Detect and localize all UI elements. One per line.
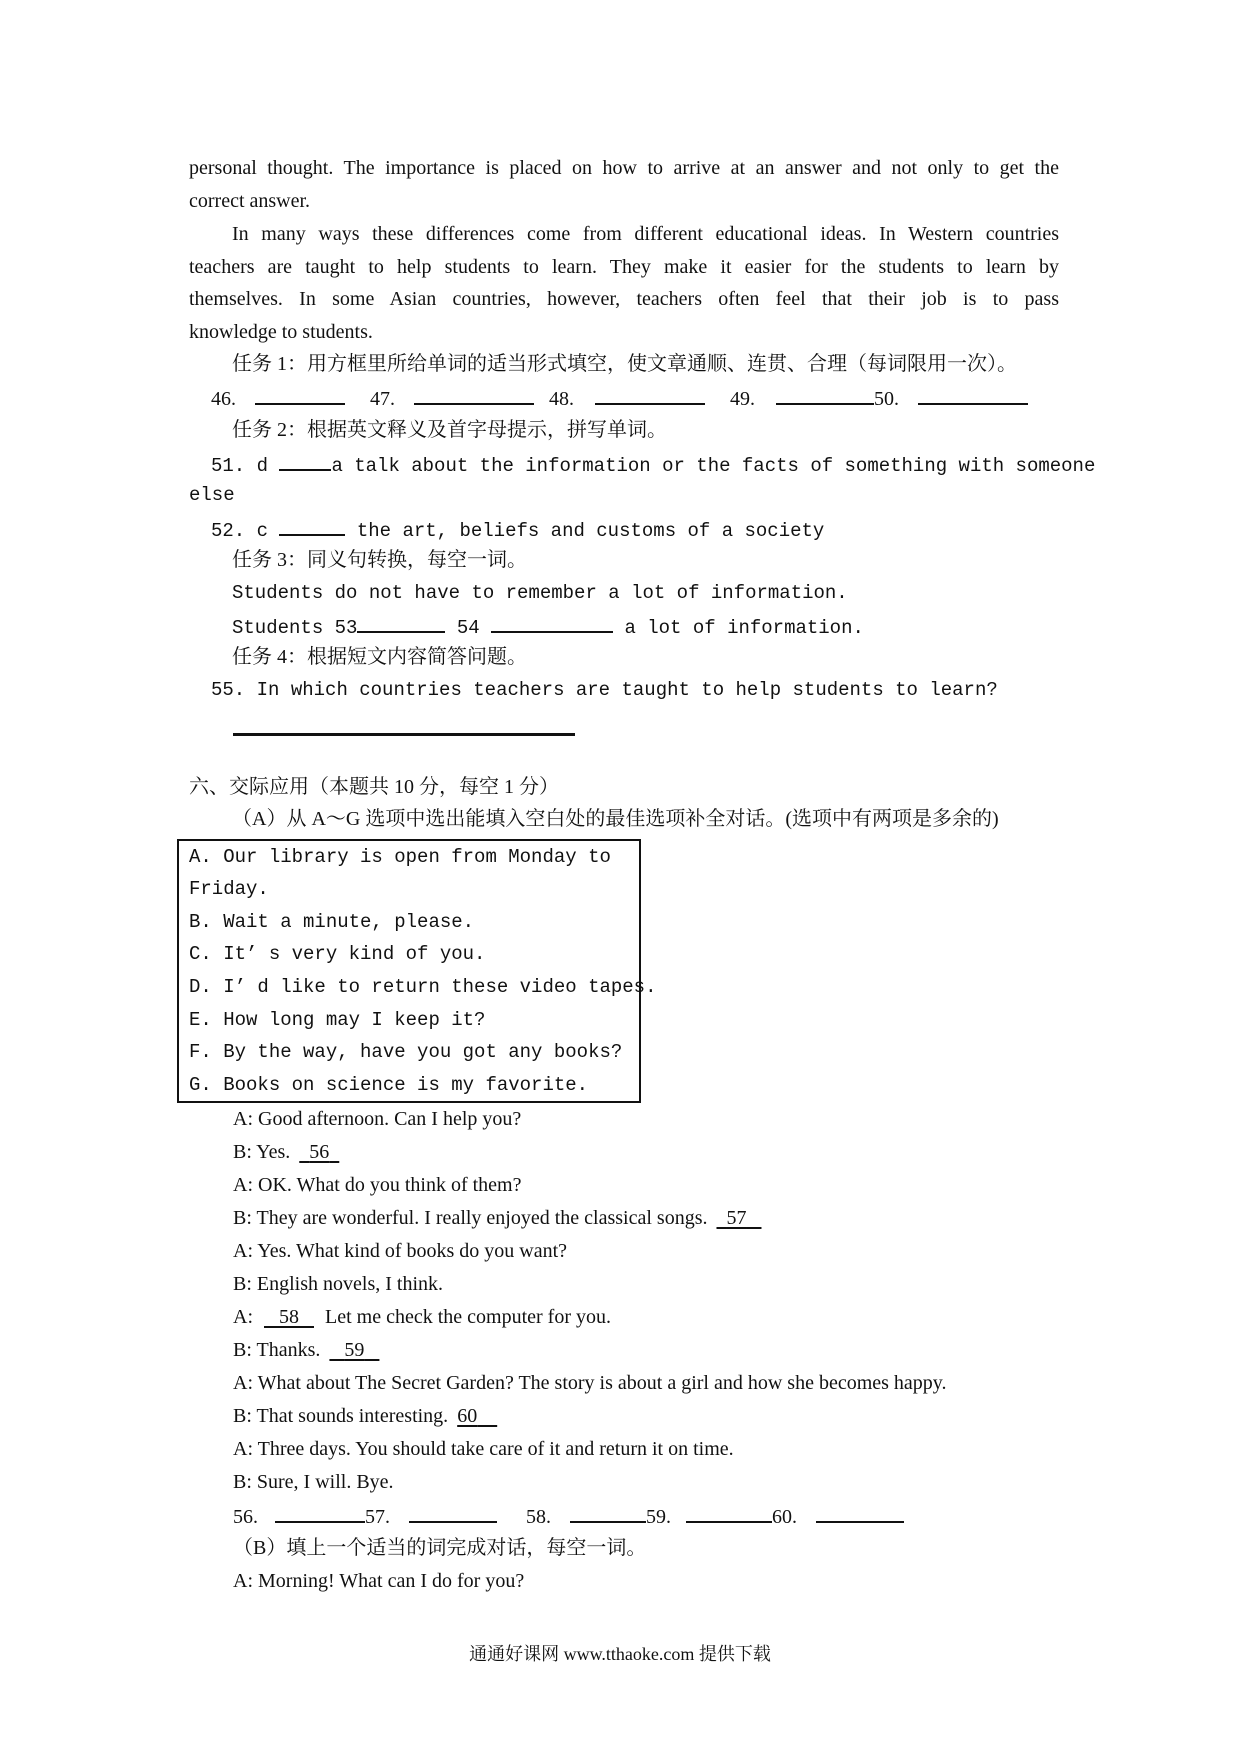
dialogue-line: A: Three days. You should take care of it and return it on time.: [233, 1438, 734, 1460]
dialogue-line: A: Good afternoon. Can I help you?: [233, 1108, 522, 1130]
answer-blank[interactable]: [776, 385, 874, 405]
blank-label: 46.: [211, 388, 236, 410]
question-51: [211, 451, 1095, 478]
option-e: E. How long may I keep it?: [189, 1009, 486, 1031]
dialogue-text: Let me check the computer for you.: [325, 1306, 611, 1328]
answer-blank[interactable]: [414, 385, 534, 405]
blank-number: 58: [279, 1306, 299, 1328]
dialogue-line: [233, 1404, 497, 1428]
definition: the art, beliefs and customs of a society: [356, 520, 825, 542]
dialogue-line: B: Sure, I will. Bye.: [233, 1471, 394, 1493]
passage-line: themselves. In some Asian countries, however, teachers often feel that their job is to pass: [189, 288, 1059, 310]
passage-line: personal thought. The importance is placed on how to arrive at an answer and not only to get the: [189, 157, 1059, 179]
option-a: A. Our library is open from Monday to: [189, 846, 611, 868]
question-number: 51.: [211, 455, 246, 477]
rewrite-start: Students 53: [232, 617, 358, 639]
blank-label: 57.: [365, 1506, 390, 1528]
question-52: [211, 516, 824, 543]
blank-59[interactable]: [329, 1339, 379, 1361]
rewrite-sentence: [232, 613, 864, 640]
answer-blank[interactable]: [918, 385, 1028, 405]
answer-blank[interactable]: [816, 1503, 904, 1523]
question-number: 55.: [211, 679, 246, 701]
blank-number: 54: [456, 617, 480, 639]
blank-label: 49.: [730, 388, 755, 410]
dialogue-line: [233, 1140, 339, 1164]
option-c: C. It’ s very kind of you.: [189, 943, 486, 965]
task4-instruction: 任务 4：根据短文内容简答问题。: [232, 646, 527, 668]
dialogue-line: A: What about The Secret Garden? The story is about a girl and how she becomes happy.: [233, 1372, 947, 1394]
blank-number: 59: [344, 1339, 365, 1361]
blank-label: 47.: [370, 388, 395, 410]
answer-blank[interactable]: [357, 613, 445, 633]
dialogue-line: [233, 1206, 761, 1230]
blank-label: 58.: [526, 1506, 551, 1528]
dialogue-line: [233, 1338, 379, 1362]
answer-blank[interactable]: [595, 385, 705, 405]
passage-line: correct answer.: [189, 190, 311, 212]
answer-blank[interactable]: [279, 516, 345, 536]
question-55: [211, 678, 998, 702]
answer-blank[interactable]: [255, 385, 345, 405]
dialogue-line: A: Morning! What can I do for you?: [233, 1570, 525, 1592]
passage-line: knowledge to students.: [189, 321, 373, 343]
initial-letter: d: [256, 455, 269, 477]
passage-line: In many ways these differences come from different educational ideas. In Western countries: [232, 223, 1059, 245]
dialogue-line: [233, 1305, 611, 1329]
dialogue-text: B: They are wonderful. I really enjoyed the classical songs.: [233, 1207, 708, 1229]
blank-label: 60.: [772, 1506, 797, 1528]
blank-label: 48.: [549, 388, 574, 410]
section-heading: 六、交际应用（本题共 10 分，每空 1 分）: [189, 776, 559, 798]
option-a-continued: Friday.: [189, 878, 269, 900]
initial-letter: c: [256, 520, 269, 542]
option-f: F. By the way, have you got any books?: [189, 1041, 623, 1063]
question-number: 52.: [211, 520, 246, 542]
blank-label: 59.: [646, 1506, 671, 1528]
dialogue-text: B: Thanks.: [233, 1339, 321, 1361]
dialogue-text: A:: [233, 1306, 253, 1328]
option-b: B. Wait a minute, please.: [189, 911, 475, 933]
page-footer: 通通好课网 www.tthaoke.com 提供下载: [469, 1644, 771, 1664]
question-text: In which countries teachers are taught to help students to learn?: [256, 679, 998, 701]
task2-instruction: 任务 2：根据英文释义及首字母提示，拼写单词。: [232, 419, 667, 441]
answer-line[interactable]: [233, 733, 575, 736]
option-d: D. I’ d like to return these video tapes.: [189, 976, 657, 998]
blank-57[interactable]: [716, 1207, 761, 1229]
rewrite-end: a lot of information.: [624, 617, 864, 639]
answer-blank[interactable]: [491, 613, 613, 633]
answer-blank[interactable]: [570, 1503, 646, 1523]
option-g: G. Books on science is my favorite.: [189, 1074, 589, 1096]
definition-continued: else: [189, 484, 235, 506]
dialogue-line: B: English novels, I think.: [233, 1273, 443, 1295]
task3-instruction: 任务 3：同义句转换，每空一词。: [232, 549, 527, 571]
dialogue-text: B: That sounds interesting.: [233, 1405, 449, 1427]
dialogue-text: B: Yes.: [233, 1141, 291, 1163]
task1-instruction: 任务 1：用方框里所给单词的适当形式填空，使文章通顺、连贯、合理（每词限用一次）。: [232, 353, 1017, 375]
blank-number: 56: [309, 1141, 330, 1163]
definition: a talk about the information or the facts of something with someone: [331, 455, 1096, 477]
original-sentence: Students do not have to remember a lot of information.: [232, 582, 848, 604]
answer-blanks-row: [233, 1503, 904, 1529]
answer-blank[interactable]: [279, 451, 331, 471]
part-a-instruction: （A）从 A～G 选项中选出能填入空白处的最佳选项补全对话。(选项中有两项是多余的): [232, 808, 999, 830]
blank-number: 60: [457, 1405, 478, 1427]
dialogue-line: A: OK. What do you think of them?: [233, 1174, 522, 1196]
task1-answer-blanks: [211, 385, 1028, 411]
blank-label: 50.: [874, 388, 899, 410]
part-b-instruction: （B）填上一个适当的词完成对话，每空一词。: [233, 1537, 647, 1559]
blank-60[interactable]: [457, 1405, 497, 1427]
blank-58[interactable]: [264, 1306, 314, 1328]
answer-blank[interactable]: [409, 1503, 497, 1523]
blank-label: 56.: [233, 1506, 258, 1528]
dialogue-line: A: Yes. What kind of books do you want?: [233, 1240, 568, 1262]
answer-blank[interactable]: [275, 1503, 365, 1523]
blank-number: 57: [726, 1207, 747, 1229]
passage-line: teachers are taught to help students to learn. They make it easier for the students to learn by: [189, 256, 1059, 278]
answer-blank[interactable]: [686, 1503, 772, 1523]
blank-56[interactable]: [299, 1141, 339, 1163]
